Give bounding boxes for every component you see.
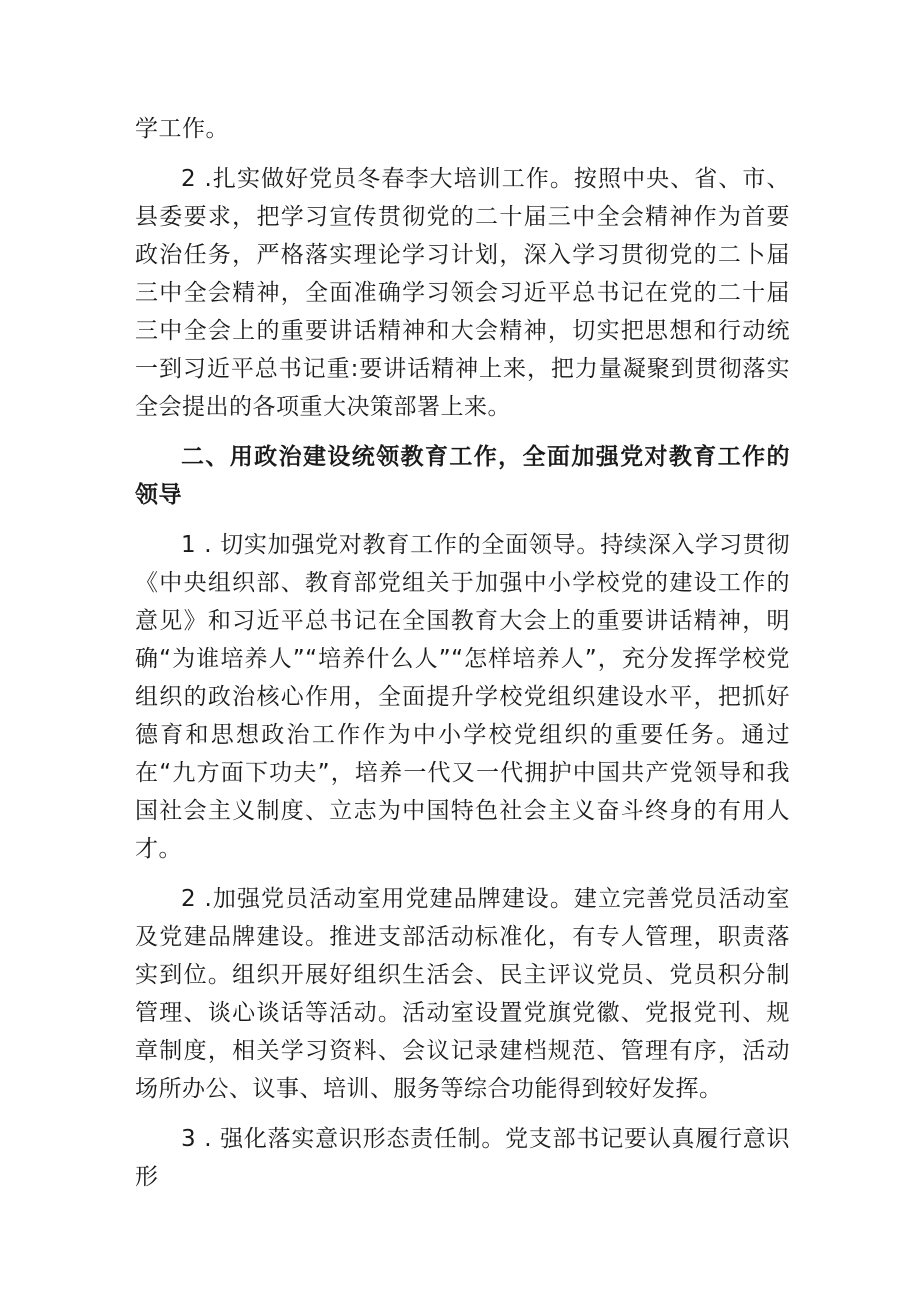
document-body (135, 110, 790, 1208)
paragraph-item-2-training: 2 .扎实做好党员冬春李大培训工作。按照中央、省、市、县委要求，把学习宣传贯彻党的二十届三中全会精神作为首要政治任务，严格落实理论学习计划，深入学习贯彻党的二卜届三中全会精神，全面准确学习领会习近平总书记在党的二十届三中全会上的重要讲话精神和大会精神，切实把思想和行动统一到习近平总书记重:要讲话精神上来，把力量凝聚到贯彻落实全会提出的各项重大决策部署上来。 (135, 166, 790, 420)
paragraph-item-1-leadership: 1 . 切实加强党对教育工作的全面领导。持续深入学习贯彻《中央组织部、教育部党组关于加强中小学校党的建设工作的意见》和习近平总书记在全国教育大会上的重要讲话精神，明确“为谁培养人”“培养什么人”“怎样培养人”，充分发挥学校党组织的政治核心作用，全面提升学校党组织建设水平，把抓好德育和思想政治工作作为中小学校党组织的重要任务。通过在“九方面下功夫”，培养一代又一代拥护中国共产党领导和我国社会主义制度、立志为中国特色社会主义奋斗终身的有用人才。 (135, 532, 790, 862)
paragraph-item-3-ideology: 3 . 强化落实意识形态责任制。党支部书记要认真履行意识形 (135, 1126, 790, 1190)
paragraph-item-2-activity-room: 2 .加强党员活动室用党建品牌建设。建立完善党员活动室及党建品牌建设。推进支部活动标准化，有专人管理，职责落实到位。组织开展好组织生活会、民主评议党员、党员积分制管理、谈心谈话等活动。活动室设置党旗党徽、党报党刊、规章制度，相关学习资料、会议记录建档规范、管理有序，活动场所办公、议事、培训、服务等综合功能得到较好发挥。 (135, 886, 790, 1102)
section-heading-2: 二、用政治建设统领教育工作，全面加强党对教育工作的领导 (135, 444, 790, 508)
paragraph-continuation: 学工作。 (135, 116, 229, 142)
